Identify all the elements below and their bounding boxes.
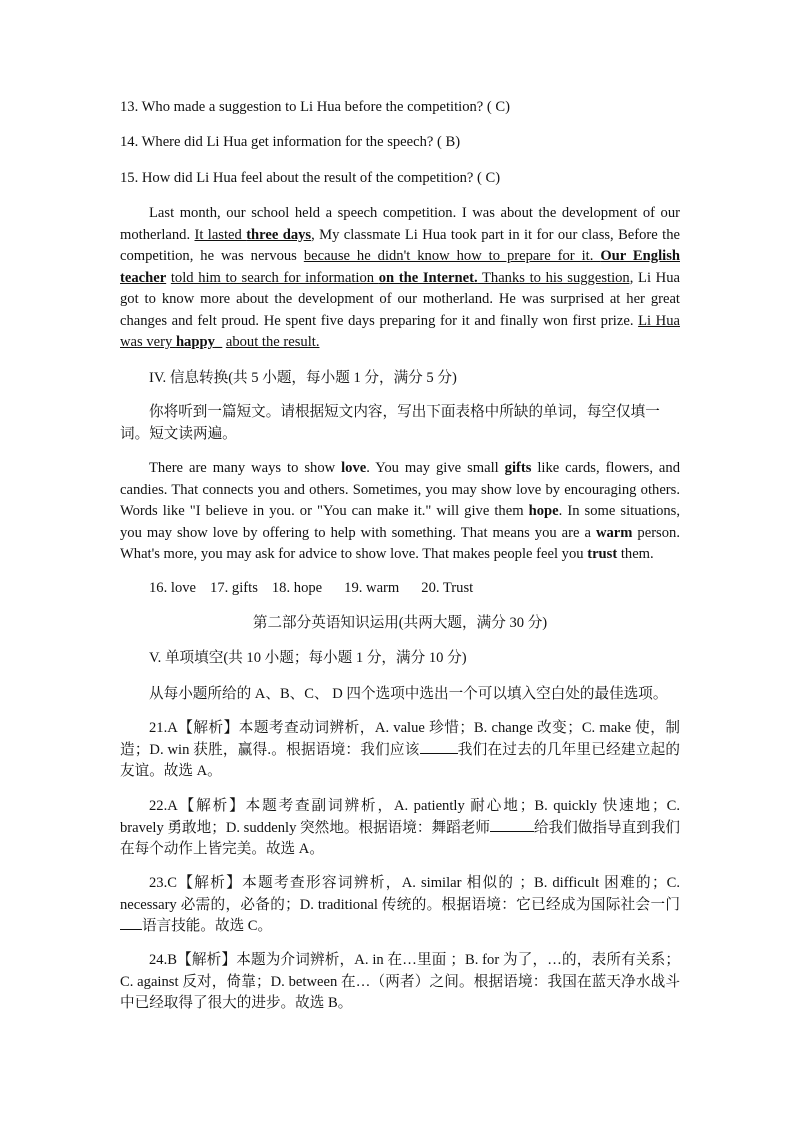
section-4-title: IV. 信息转换(共 5 小题，每小题 1 分，满分 5 分) — [149, 370, 457, 386]
explanation-22 — [120, 796, 680, 861]
explanation-23-text-1: 23.C【解析】本题考查形容词辨析，A. similar 相似的 ；B. difficult 困难的；C. necessary 必需的，必备的；D. traditional 传统的。根据语境：它已经成为国际社会一门 — [120, 875, 680, 913]
answer-18: 18. hope — [271, 580, 323, 596]
blank-21 — [420, 753, 458, 754]
blank-22 — [490, 831, 534, 832]
passage2-text-4: . In some situations, you may show love by offering to help with something. That means you are a — [120, 503, 680, 541]
listening-passage-1 — [120, 203, 680, 354]
passage2-answer-hope: hope — [528, 503, 559, 519]
explanation-23-text-2: 语言技能。故选 C。 — [142, 918, 273, 934]
passage2-answer-trust: trust — [587, 546, 618, 562]
passage1-underlined-2: because he didn't know how to prepare for it. — [303, 248, 601, 264]
explanation-24: 24.B【解析】本题为介词辨析，A. in 在…里面 ；B. for 为了，…的，表所有关系；C. against 反对，倚靠；D. between 在…（两者）之间。根据语境：我国在蓝天净水战斗中已经取得了很大的进步。故选 B。 — [120, 952, 680, 1011]
explanation-21 — [120, 718, 680, 783]
passage1-underlined-3: told him to search for information — [170, 269, 379, 286]
blank-23 — [120, 929, 142, 930]
explanation-21-text-2: 我们在过去的几年里已经建立起的友谊。故选 A。 — [120, 741, 680, 779]
passage2-answer-love: love — [341, 460, 367, 476]
passage1-answer-english-teacher: Our English teacher — [120, 248, 680, 286]
explanation-22-text-2: 给我们做指导直到我们在每个动作上皆完美。故选 A。 — [120, 819, 680, 857]
listening-passage-2 — [120, 458, 680, 566]
passage1-answer-internet: on the Internet. — [378, 269, 478, 286]
passage1-underline-tail: _ — [214, 334, 223, 350]
passage1-underlined-1: It lasted — [194, 226, 247, 243]
question-14: 14. Where did Li Hua get information for the speech? ( B) — [120, 134, 461, 150]
section-4-instruction: 你将听到一篇短文。请根据短文内容，写出下面表格中所缺的单词，每空仅填一词。短文读两遍。 — [120, 404, 660, 442]
section-5-instruction: 从每小题所给的 A、B、C、 D 四个选项中选出一个可以填入空白处的最佳选项。 — [149, 686, 668, 702]
question-13: 13. Who made a suggestion to Li Hua before the competition? ( C) — [120, 99, 511, 115]
explanation-21-text-1: 21.A【解析】本题考查动词辨析，A. value 珍惜；B. change 改变；C. make 使，制造；D. win 获胜，赢得.。根据语境：我们应该 — [120, 720, 680, 758]
answer-20: 20. Trust — [421, 580, 474, 596]
passage2-text-2: . You may give small — [366, 460, 505, 476]
answers-16-20 — [120, 578, 680, 600]
passage2-text-1: There are many ways to show — [149, 460, 342, 476]
part-2-heading: 第二部分英语知识运用(共两大题，满分 30 分) — [252, 615, 548, 631]
question-15: 15. How did Li Hua feel about the result of the competition? ( C) — [120, 170, 501, 186]
passage2-text-5: person. What's more, you may ask for advice to show love. That makes people feel you — [120, 524, 680, 562]
passage1-underlined-4: Thanks to his suggestion, — [477, 269, 634, 286]
passage1-underlined-5: Li Hua was very — [120, 312, 680, 350]
answer-19: 19. warm — [344, 580, 400, 596]
explanation-22-text-1: 22.A【解析】本题考查副词辨析，A. patiently 耐心地；B. quickly 快速地；C. bravely 勇敢地；D. suddenly 突然地。根据语境：舞蹈老师 — [120, 798, 680, 836]
passage1-answer-happy: happy — [175, 334, 215, 350]
section-5-title: V. 单项填空(共 10 小题；每小题 1 分，满分 10 分) — [149, 650, 467, 666]
passage1-text-1: Last month, our school held a speech competition. I was about the development of our motherland. — [120, 205, 680, 243]
passage1-text-3: Li Hua got to know more about the development of our motherland. He was surprised at her great changes and felt proud. He spent five days preparing for it and finally won first prize. — [120, 269, 680, 329]
passage1-underlined-6: about the result. — [225, 334, 320, 350]
passage1-answer-three-days: three days — [246, 226, 312, 243]
answer-16: 16. love — [149, 580, 197, 596]
passage2-answer-gifts: gifts — [504, 460, 532, 476]
passage2-text-6: them. — [617, 546, 654, 562]
explanation-23 — [120, 873, 680, 938]
answer-17: 17. gifts — [210, 580, 258, 596]
passage2-text-3: like cards, flowers, and candies. That connects you and others. Sometimes, you may show love by encouraging others. Words like "I believe in you. or "You can make it." will give them — [120, 460, 681, 519]
passage1-text-2: , My classmate Li Hua took part in it for our class, Before the competition, he was nervous — [120, 226, 680, 264]
passage2-answer-warm: warm — [595, 524, 633, 541]
